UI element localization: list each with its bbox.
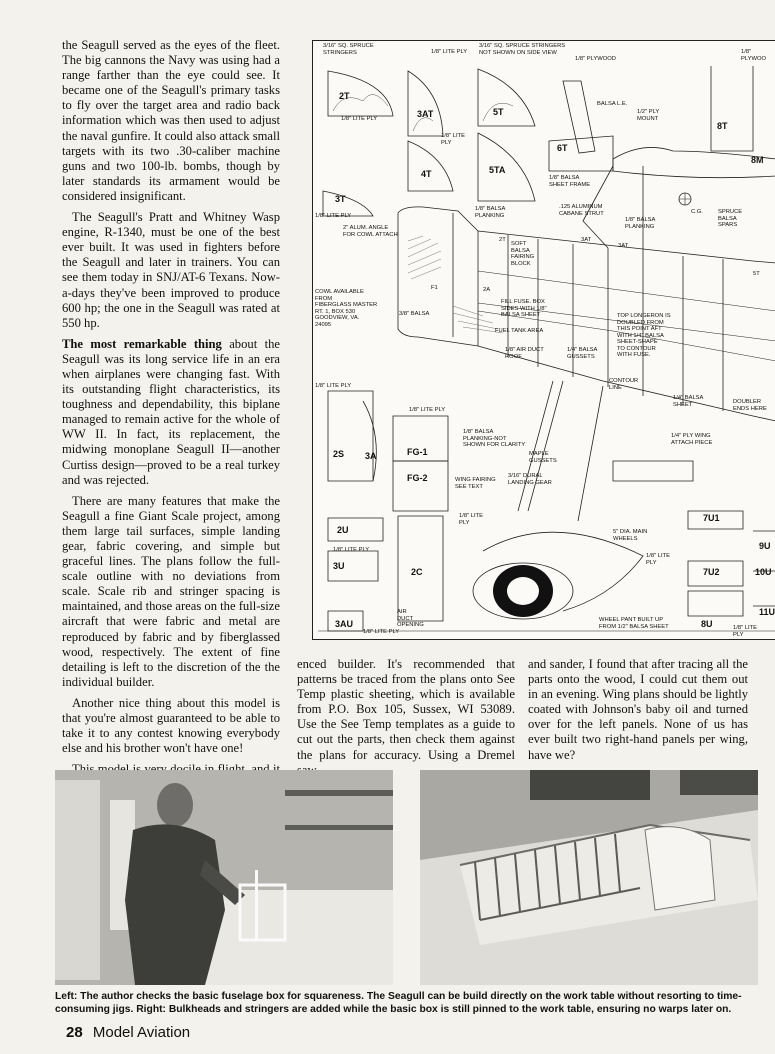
- plan-label: 1/8" BALSA SHEET FRAME: [549, 175, 591, 188]
- plan-label: 1/8" AIR DUCT ROOF: [505, 347, 544, 360]
- plan-label: 3/16" SQ. SPRUCE STRINGERS NOT SHOWN ON SIDE VIEW: [479, 43, 566, 56]
- part-number: 2U: [337, 525, 349, 535]
- plan-label: 1/8" BALSA PLANKING-NOT SHOWN FOR CLARITY: [463, 429, 526, 448]
- photo-right-image: [420, 770, 758, 985]
- part-number: 8M: [751, 155, 764, 165]
- part-number: 3AT: [618, 243, 629, 249]
- plan-label: 1/8" LITE PLY: [459, 513, 483, 526]
- plan-label: SPRUCE BALSA SPARS: [718, 209, 743, 228]
- part-number: FG-2: [407, 473, 428, 483]
- part-number: 4T: [421, 169, 432, 179]
- part-number: 3AU: [335, 619, 354, 629]
- plan-label: 1/8" PLYWOO: [741, 49, 767, 62]
- part-number: 9U: [759, 541, 771, 551]
- page-number: 28: [66, 1024, 83, 1041]
- plan-label: 1/8" LITE PLY: [341, 116, 378, 122]
- plan-label: 1/8" LITE PLY: [333, 547, 370, 553]
- part-number: 7U2: [703, 567, 720, 577]
- plan-label: 1/8" LITE PLY: [441, 133, 465, 146]
- plan-label: 3/8" BALSA: [399, 311, 430, 317]
- part-number: 2T: [499, 237, 506, 243]
- part-number: 3A: [365, 451, 377, 461]
- plan-label: 3/16" SQ. SPRUCE STRINGERS: [323, 43, 374, 56]
- plan-label: 1/8" BALSA PLANKING: [625, 217, 656, 230]
- plan-label: 1/8" BALSA PLANKING: [475, 206, 506, 219]
- plan-label: 3/16" DURAL LANDING GEAR: [508, 473, 552, 486]
- plan-label: WING FAIRING SEE TEXT: [455, 477, 496, 490]
- article-column-3: [528, 657, 748, 769]
- page-footer: [66, 1024, 190, 1041]
- plan-label: 1/4" BALSA SHEET: [673, 395, 704, 408]
- paragraph: and sander, I found that after tracing all the parts onto the wood, I could cut them out in an evening. Wing plans should be lightly coated with Johnson's baby oil and turned over for the left panels. None of us has ever built two right-hand panels per wing, have we?: [528, 657, 748, 762]
- part-number: 5TA: [489, 165, 506, 175]
- plans-drawing: [312, 40, 775, 640]
- plan-label: WHEEL PANT BUILT UP FROM 1/2" BALSA SHEET: [599, 617, 669, 630]
- part-number: FG-1: [407, 447, 428, 457]
- plan-label: COWL AVAILABLE FROM FIBERGLASS MASTER RT. 1, BOX 530 GOODVIEW, VA. 24095: [315, 289, 378, 328]
- plan-label: CONTOUR LINE: [609, 378, 639, 391]
- plan-label: 1/8" LITE PLY: [315, 383, 352, 389]
- plan-label: 1/2" PLY MOUNT: [637, 109, 660, 122]
- plan-label: .125 ALUMINUM CABANE STRUT: [559, 204, 604, 217]
- plan-label: FUEL TANK AREA: [495, 328, 544, 334]
- part-number: 7U1: [703, 513, 720, 523]
- plan-label: FILL FUSE. BOX SIDES WITH 1/8" BALSA SHEET: [501, 299, 547, 318]
- plan-label: 2" ALUM. ANGLE FOR COWL ATTACH: [343, 225, 398, 238]
- paragraph: There are many features that make the Seagull a fine Giant Scale project, among them large tail surfaces, simple landing gear, fabric covering, and simple but graceful lines. The plans follow the full-scale outline with no deviations from scale. Scale rib and stringer spacing is maintained, and those areas on the full-size aircraft that were fabric and metal are reproduced by fabric and by fiberglassed wood, respectively. The extent of fine detailing is left to the discretion of the the individual builder.: [62, 493, 280, 689]
- part-number: 5T: [753, 271, 760, 277]
- plan-label: 1/8" LITE PLY: [409, 407, 446, 413]
- run-in-heading: The most remarkable thing: [62, 336, 222, 351]
- part-number: 2A: [483, 287, 491, 293]
- plan-label: DOUBLER ENDS HERE: [733, 399, 767, 412]
- part-number: 11U: [759, 607, 775, 617]
- plan-label: AIR DUCT OPENING: [397, 609, 424, 628]
- paragraph: enced builder. It's recommended that patterns be traced from the plans onto See Temp plastic sheeting, which is available from P.O. Box 105, Sussex, WI 53089. Use the See Temp templates as a guide to cut out the parts, then check them against the plans for accuracy. Using a Dremel: [297, 657, 515, 762]
- plan-label: 5" DIA. MAIN WHEELS: [613, 529, 648, 542]
- part-number: 2T: [339, 91, 350, 101]
- plan-label: 1/8" LITE PLY: [363, 629, 400, 635]
- paragraph: [62, 337, 280, 488]
- plan-label: 1/8" LITE PLY: [315, 213, 352, 219]
- part-number: 3U: [333, 561, 345, 571]
- photo-author-at-work-table: [55, 770, 393, 985]
- article-column-2: [297, 657, 515, 784]
- plan-label: 1/8" LITE PLY: [431, 49, 468, 55]
- plans-linework: [313, 41, 775, 639]
- part-number: 8T: [717, 121, 728, 131]
- part-number: 2C: [411, 567, 423, 577]
- part-number: 10U: [755, 567, 772, 577]
- part-number: 3AT: [581, 237, 592, 243]
- paragraph: the Seagull served as the eyes of the fleet. The big cannons the Navy was using had a range farther than the eye could see. It became one of the Seagull's primary tasks to fly over the target area and radio back information which was then used to adjust the naval gunfire. It could also attack small targets with its two .30-caliber machine guns and two 100-lb. bombs, though by later standards its armament would be considered insignificant.: [62, 38, 280, 203]
- plan-label: 1/8" PLYWOOD: [575, 56, 616, 62]
- paragraph: The Seagull's Pratt and Whitney Wasp engine, R-1340, must be one of the best ever built. It was used in fighters before the Seagull and later in trainers. You can see them today in SNJ/AT-6 Texans. Now-a-days they've been improved to produce 600 hp; the one in the Seagull was rated at 550 hp.: [62, 210, 280, 330]
- part-number: 3AT: [417, 109, 434, 119]
- plan-label: 1/8" LITE PLY: [733, 625, 757, 638]
- paragraph: Another nice thing about this model is that you're almost guaranteed to be able to take it to any contest knowing everybody else and his brother won't have one!: [62, 695, 280, 756]
- plan-label: 1/4" PLY WING ATTACH PIECE: [671, 433, 713, 446]
- plan-label: C.G.: [691, 209, 703, 215]
- photo-fuselage-on-table: [420, 770, 758, 985]
- photo-left-image: [55, 770, 393, 985]
- part-number: 8U: [701, 619, 713, 629]
- plan-label: MAPLE GUSSETS: [529, 451, 557, 464]
- plan-label: TOP LONGERON IS DOUBLED FROM THIS POINT AFT WITH 1/4" BALSA SHEET-SHAPE TO CONTOUR WITH FUSE.: [617, 313, 671, 358]
- plan-label: BALSA L.E.: [597, 101, 628, 107]
- plan-label: 1/8" LITE PLY: [646, 553, 670, 566]
- paragraph-text: about the Seagull was its long service life in an era when airplanes were changing fast. With its outstanding flight characteristics, its toughness and dependability, this biplane managed to remain active for the whole of WW II. In fact, its replacement, the midwing monoplane Seagull II—another Curtiss design—proved to be a real turkey and was rejected.: [62, 336, 280, 487]
- photo-caption: Left: The author checks the basic fuselage box for squareness. The Seagull can be build directly on the work table without resorting to time-consuming jigs. Right: Bulkheads and stringers are added while the basic box is still pinned to the work table, ensuring no warps later on.: [55, 991, 742, 1015]
- part-number: F1: [431, 285, 438, 291]
- part-number: 2S: [333, 449, 345, 459]
- plan-label: SOFT BALSA FAIRING BLOCK: [511, 241, 535, 267]
- magazine-name: Model Aviation: [92, 1024, 191, 1041]
- part-number: 5T: [493, 107, 504, 117]
- part-number: 6T: [557, 143, 568, 153]
- part-number: 3T: [335, 194, 346, 204]
- plan-label: 1/4" BALSA GUSSETS: [567, 347, 598, 360]
